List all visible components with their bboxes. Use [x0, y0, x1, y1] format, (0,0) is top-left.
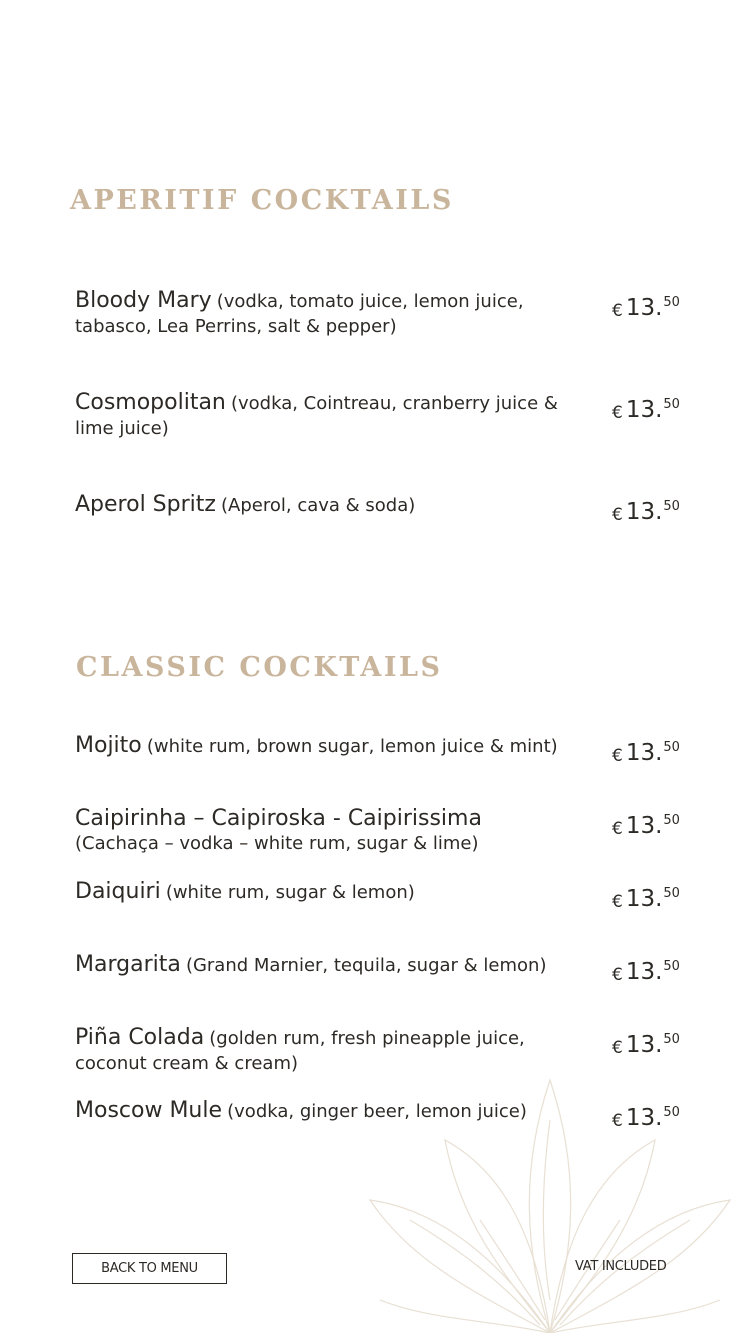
item-price	[612, 392, 702, 426]
currency-symbol: €	[612, 403, 623, 423]
vat-notice: VAT INCLUDED	[575, 1259, 667, 1274]
currency-symbol: €	[612, 746, 623, 766]
price-main: 13.	[625, 740, 663, 766]
menu-item-margarita	[75, 952, 575, 978]
item-price	[612, 881, 702, 915]
price-main: 13.	[625, 959, 663, 985]
price-main: 13.	[625, 1105, 663, 1131]
item-price	[612, 1027, 702, 1061]
menu-item-caipirinha	[75, 806, 575, 856]
price-cents: 50	[663, 295, 680, 310]
price-main: 13.	[625, 397, 663, 423]
currency-symbol: €	[612, 819, 623, 839]
menu-item-aperol-spritz	[75, 492, 575, 518]
price-main: 13.	[625, 295, 663, 321]
price-cents: 50	[663, 499, 680, 514]
item-price	[612, 735, 702, 769]
price-cents: 50	[663, 397, 680, 412]
item-name: Moscow Mule	[75, 1098, 223, 1123]
item-name: Piña Colada	[75, 1025, 205, 1050]
item-price	[612, 954, 702, 988]
item-description: (Aperol, cava & soda)	[221, 495, 416, 516]
price-cents: 50	[663, 959, 680, 974]
menu-item-bloody-mary	[75, 288, 575, 339]
item-description: (vodka, ginger beer, lemon juice)	[227, 1101, 527, 1122]
item-description: (golden rum, fresh pineapple juice, coconut cream & cream)	[75, 1028, 525, 1074]
item-price	[612, 1100, 702, 1134]
item-name: Margarita	[75, 952, 181, 977]
price-main: 13.	[625, 499, 663, 525]
item-name: Mojito	[75, 733, 142, 758]
item-description: (vodka, tomato juice, lemon juice, tabasco, Lea Perrins, salt & pepper)	[75, 291, 524, 337]
currency-symbol: €	[612, 1111, 623, 1131]
currency-symbol: €	[612, 892, 623, 912]
price-main: 13.	[625, 886, 663, 912]
menu-item-pina-colada	[75, 1025, 575, 1076]
price-main: 13.	[625, 813, 663, 839]
currency-symbol: €	[612, 301, 623, 321]
item-price	[612, 808, 702, 842]
item-name: Caipirinha – Caipiroska - Caipirissima	[75, 806, 482, 831]
menu-item-moscow-mule	[75, 1098, 575, 1124]
item-price	[612, 494, 702, 528]
price-cents: 50	[663, 813, 680, 828]
price-main: 13.	[625, 1032, 663, 1058]
back-to-menu-button[interactable]: BACK TO MENU	[72, 1253, 227, 1284]
item-description: (Cachaça – vodka – white rum, sugar & lime)	[75, 833, 479, 854]
item-name: Daiquiri	[75, 879, 161, 904]
section-title-classic: CLASSIC COCKTAILS	[76, 652, 443, 683]
price-cents: 50	[663, 1032, 680, 1047]
menu-item-daiquiri	[75, 879, 575, 905]
item-description: (white rum, brown sugar, lemon juice & mint)	[146, 736, 558, 757]
item-name: Bloody Mary	[75, 288, 212, 313]
item-name: Cosmopolitan	[75, 390, 226, 415]
price-cents: 50	[663, 1105, 680, 1120]
menu-item-mojito	[75, 733, 575, 759]
currency-symbol: €	[612, 1038, 623, 1058]
item-name: Aperol Spritz	[75, 492, 216, 517]
item-price	[612, 290, 702, 324]
price-cents: 50	[663, 886, 680, 901]
currency-symbol: €	[612, 965, 623, 985]
item-description: (Grand Marnier, tequila, sugar & lemon)	[185, 955, 547, 976]
section-title-aperitif: APERITIF COCKTAILS	[70, 185, 454, 216]
price-cents: 50	[663, 740, 680, 755]
item-description: (white rum, sugar & lemon)	[165, 882, 415, 903]
currency-symbol: €	[612, 505, 623, 525]
menu-item-cosmopolitan	[75, 390, 575, 441]
item-description: (vodka, Cointreau, cranberry juice & lime juice)	[75, 393, 558, 439]
